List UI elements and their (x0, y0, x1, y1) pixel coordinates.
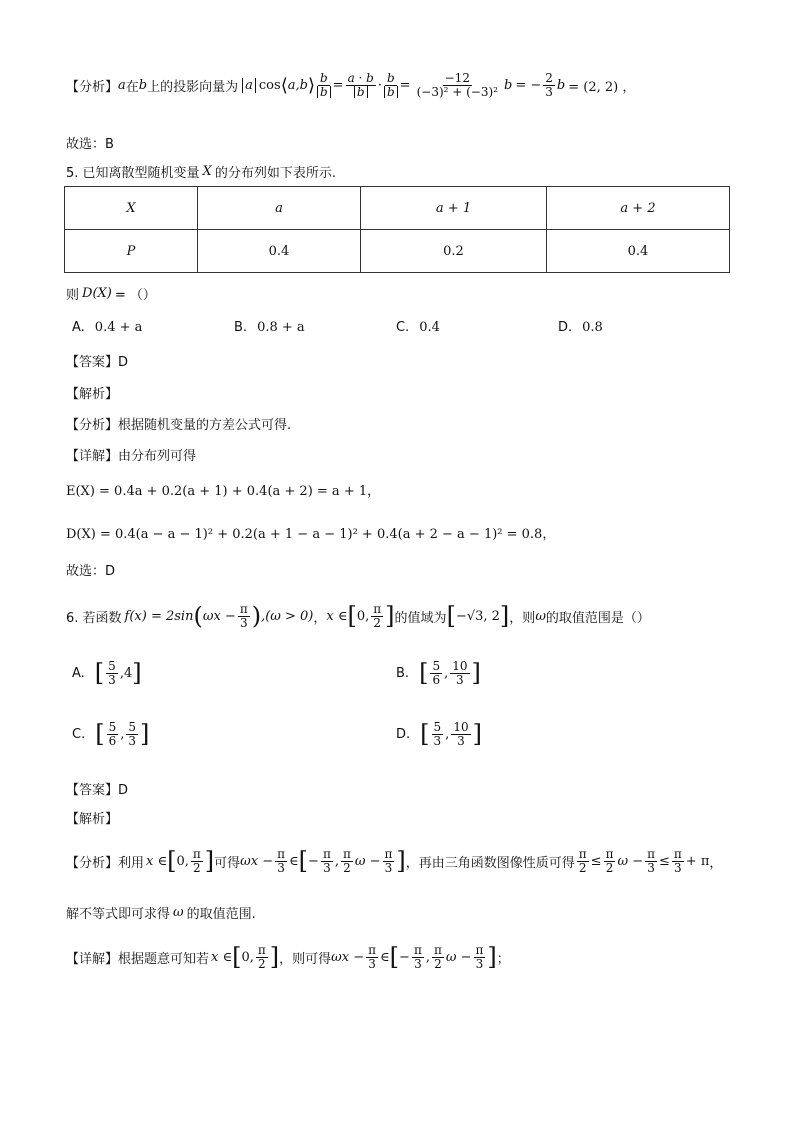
table-cell: a + 1 (361, 187, 547, 230)
table-row (65, 187, 730, 230)
fraction-two-thirds: $\frac{2}{3}$ (545, 71, 553, 99)
q5-expectation: E(X) = 0.4a + 0.2(a + 1) + 0.4(a + 2) = a + 1， (66, 484, 381, 499)
table-cell: a + 2 (547, 187, 730, 230)
q5-choice: 故选：D (66, 564, 116, 579)
q5-answer: 【答案】D (66, 355, 129, 370)
vector-a: a (118, 77, 126, 93)
q6-option-c: C. [ $\frac{5}{6}$ , $\frac{5}{3}$ ] (72, 720, 150, 749)
table-cell: 0.4 (547, 230, 730, 273)
fraction-unit-b: $\frac{b}{b}$ (384, 72, 398, 98)
table-cell: a (198, 187, 361, 230)
equals-minus: = − (515, 77, 542, 93)
fraction-b-over-abs-b: $\frac{b}{b}$ (317, 72, 331, 98)
q5-stem: 5. 已知离散型随机变量 X 的分布列如下表所示. (66, 164, 336, 181)
cos-text: cos (258, 77, 281, 93)
vector-b-3: b (556, 77, 566, 93)
analysis-line-projection: 【分析】 a 在 b 上的投影向量为 a cos ⟨ a,b ⟩ $\frac{b}{b}$ = $\frac{a \cdot b}{b}$ · $\frac{b}{b}$ = $\frac{-12}{\text{(−3)² + (−3)²}}$ b = − $\frac{2}{3}$ b = (2, 2) ， (66, 71, 636, 99)
vector-b: b (138, 77, 148, 93)
q6-analysis-line-2: 解不等式即可求得 ω 的取值范围. (66, 905, 256, 922)
q5-option-d: D. 0.8 (558, 320, 603, 335)
q6-option-b: B. [ $\frac{5}{6}$ , $\frac{10}{3}$ ] (396, 659, 481, 688)
abs-a: a (242, 78, 256, 93)
q5-option-a: A. 0.4 + a (72, 320, 143, 335)
text-zai: 在 (125, 79, 139, 95)
q5-option-c: C. 0.4 (396, 320, 440, 335)
angle-ab: a,b (287, 77, 308, 93)
table-row (65, 230, 730, 273)
q6-analysis-line: 【分析】利用 x ∈ [ 0, $\frac{\pi}{2}$ ] 可得 ωx − $\frac{\pi}{3}$ ∈ [ − $\frac{\pi}{3}$ , $\frac{\pi}{2}$ ω − $\frac{\pi}{3}$ ] ，再由三角函数图像性质可得 $\frac{\pi}{2}$ ≤ $\frac{\pi}{2}$ ω − $\frac{\pi}{3}$ ≤ $\frac{\pi}{3}$ + π ， (66, 847, 723, 876)
distribution-table (64, 186, 730, 273)
q5-analysis: 【分析】根据随机变量的方差公式可得. (66, 418, 292, 433)
q5-explain: 【解析】 (66, 387, 119, 402)
q5-detail: 【详解】由分布列可得 (66, 449, 197, 464)
q6-option-a: A. [ $\frac{5}{3}$ , 4 ] (72, 659, 142, 688)
q6-answer: 【答案】D (66, 783, 129, 798)
q5-variance: D(X) = 0.4(a − a − 1)² + 0.2(a + 1 − a − 1)² + 0.4(a + 2 − a − 1)² = 0.8， (66, 527, 556, 542)
q6-explain: 【解析】 (66, 812, 119, 827)
vector-b-2: b (504, 77, 513, 93)
q6-detail-line: 【详解】根据题意可知若 x ∈ [ 0, $\frac{\pi}{2}$ ] ，则可得 ωx − $\frac{\pi}{3}$ ∈ [ − $\frac{\pi}{3}$ , $\frac{\pi}{2}$ ω − $\frac{\pi}{3}$ ] ； (66, 943, 510, 972)
projection-result: = (2, 2) ， (568, 79, 636, 95)
fraction-dot-product: $\frac{a \cdot b}{b}$ (347, 71, 374, 99)
q5-ask: 则 D(X) = （） (66, 286, 156, 303)
analysis-tag: 【分析】 (66, 79, 119, 95)
table-cell: 0.2 (361, 230, 547, 273)
equals: = (332, 77, 344, 93)
table-cell: X (65, 187, 198, 230)
text-projection: 上的投影向量为 (147, 79, 239, 95)
table-cell: P (65, 230, 198, 273)
choice-line-1: 故选：B (66, 137, 114, 152)
fraction-numeric: $\frac{-12}{\text{(−3)² + (−3)²}}$ (416, 71, 498, 99)
table-cell: 0.4 (198, 230, 361, 273)
q6-stem: 6. 若函数 f(x) = 2sin ( ωx − $\frac{\pi}{3}$ ) ,(ω > 0) ， x ∈ [ 0, $\frac{\pi}{2}$ ] 的值域为 [ −√3, 2 ] ，则 ω 的取值范围是（） (66, 602, 650, 631)
q6-option-d: D. [ $\frac{5}{3}$ , $\frac{10}{3}$ ] (396, 720, 482, 749)
q5-option-b: B. 0.8 + a (234, 320, 305, 335)
